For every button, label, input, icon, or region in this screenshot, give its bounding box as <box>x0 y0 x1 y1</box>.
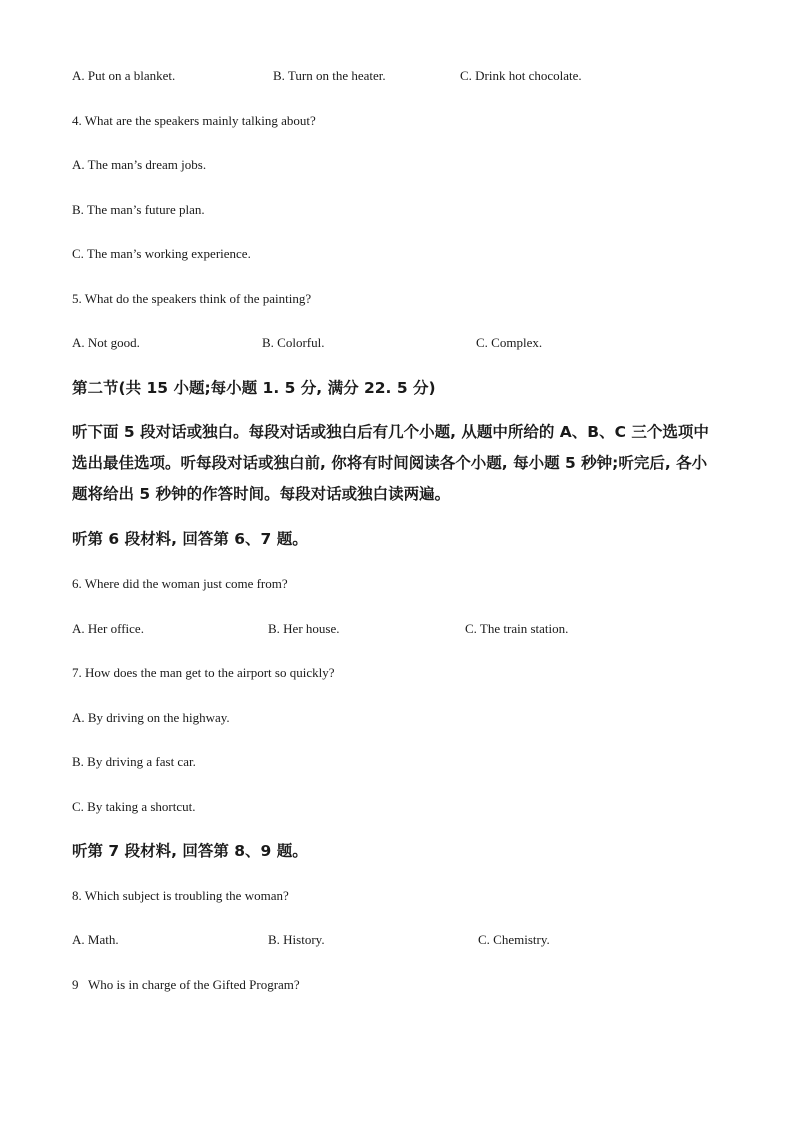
q4-option-c: C. The man’s working experience. <box>72 246 251 261</box>
q8-option-b: B. History. <box>268 932 325 947</box>
q7-question: 7. How does the man get to the airport so quickly? <box>72 665 335 680</box>
q6-option-c: C. The train station. <box>465 621 569 636</box>
q8-option-a: A. Math. <box>72 932 119 947</box>
instruction-line-3: 题将给出 5 秒钟的作答时间。每段对话或独白读两遍。 <box>72 485 451 503</box>
passage7-heading: 听第 7 段材料, 回答第 8、9 题。 <box>72 842 308 860</box>
q5-option-b: B. Colorful. <box>262 335 325 350</box>
section2-title: 第二节(共 15 小题;每小题 1. 5 分, 满分 22. 5 分) <box>72 379 436 397</box>
q4-option-a: A. The man’s dream jobs. <box>72 157 207 172</box>
q3-option-c: C. Drink hot chocolate. <box>460 68 582 83</box>
q3-option-b: B. Turn on the heater. <box>273 68 386 83</box>
q7-option-c: C. By taking a shortcut. <box>72 799 196 814</box>
q5-option-a: A. Not good. <box>72 335 140 350</box>
q5-question: 5. What do the speakers think of the painting? <box>72 291 312 306</box>
q6-option-b: B. Her house. <box>268 621 340 636</box>
section2-instructions <box>72 417 732 510</box>
q8-option-c: C. Chemistry. <box>478 932 550 947</box>
passage6-heading: 听第 6 段材料, 回答第 6、7 题。 <box>72 530 308 548</box>
q7-option-a: A. By driving on the highway. <box>72 710 230 725</box>
q3-option-a: A. Put on a blanket. <box>72 68 176 83</box>
q6-option-a: A. Her office. <box>72 621 144 636</box>
q8-question: 8. Which subject is troubling the woman? <box>72 888 289 903</box>
q7-option-b: B. By driving a fast car. <box>72 754 196 769</box>
q4-option-b: B. The man’s future plan. <box>72 202 205 217</box>
q5-option-c: C. Complex. <box>476 335 543 350</box>
instruction-line-1: 听下面 5 段对话或独白。每段对话或独白后有几个小题, 从题中所给的 A、B、C 三个选项中 <box>72 423 709 441</box>
q9-question: 9 Who is in charge of the Gifted Program? <box>72 977 300 992</box>
q4-question: 4. What are the speakers mainly talking about? <box>72 113 316 128</box>
instruction-line-2: 选出最佳选项。听每段对话或独白前, 你将有时间阅读各个小题, 每小题 5 秒钟;听完后, 各小 <box>72 454 708 472</box>
q6-question: 6. Where did the woman just come from? <box>72 576 288 591</box>
